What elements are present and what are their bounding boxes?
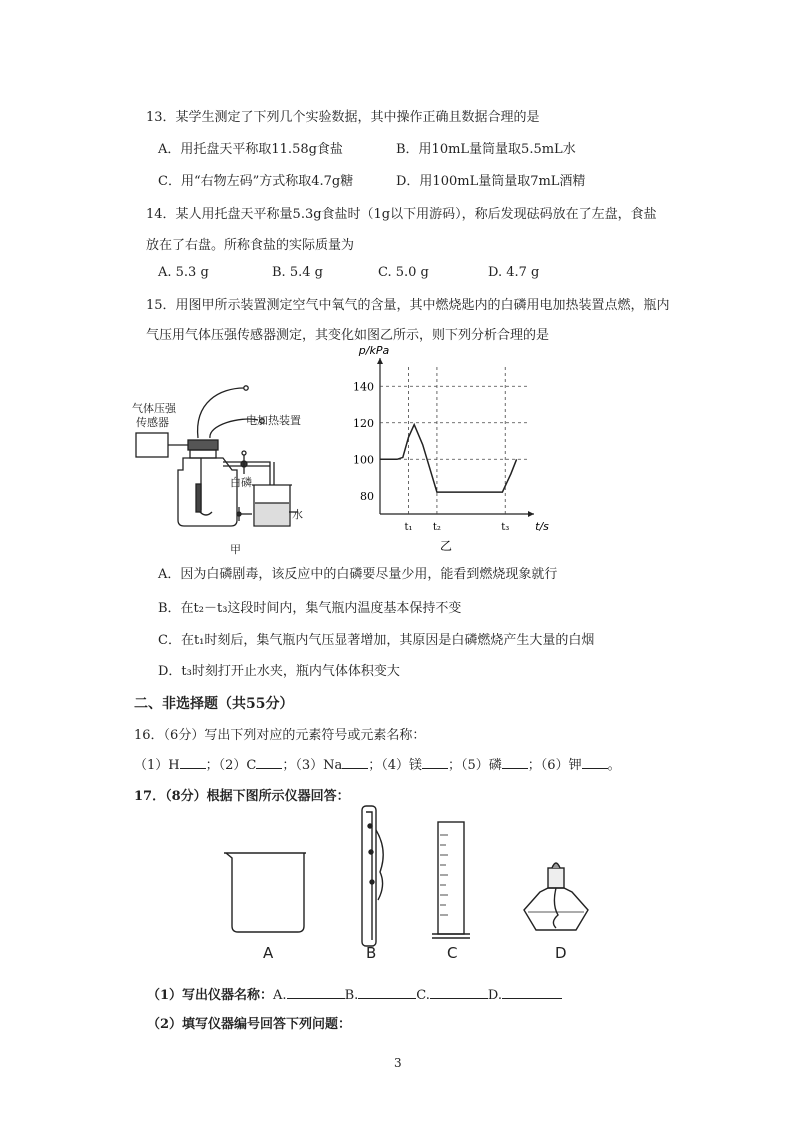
x-axis-label: t/s	[535, 520, 549, 533]
q17-name-c-label: C.	[416, 988, 430, 1003]
section-heading: 二、非选择题（共55分）	[134, 696, 294, 712]
q16-item-5: ；（5）磷	[448, 758, 502, 773]
instrument-label-c: C	[447, 944, 458, 962]
q16-item-3: ；（3）Na	[282, 758, 343, 773]
q13-option-b: B．用10mL量筒量取5.5mL水	[396, 142, 576, 157]
y-axis-label: p/kPa	[358, 344, 390, 357]
q16-item-4: ；（4）镁	[368, 758, 423, 773]
x-axis-arrow	[528, 511, 534, 517]
q16-item-end: 。	[607, 758, 621, 773]
instrument-label-b: B	[366, 944, 377, 962]
sensor-label-line1: 气体压强	[132, 402, 176, 415]
y-tick-label: 80	[360, 489, 374, 503]
x-tick-label: t₁	[404, 522, 413, 533]
instrument-label-a: A	[263, 944, 274, 962]
phosphorus-label: 白磷	[230, 476, 252, 489]
q16-items	[134, 754, 621, 773]
q17-name-b-blank[interactable]	[358, 998, 416, 999]
pressure-curve	[380, 425, 517, 493]
pressure-chart	[330, 340, 560, 553]
instrument-label-d: D	[555, 944, 567, 962]
q13-option-c: C．用“右物左码”方式称取4.7g糖	[158, 174, 354, 189]
sensor-label-line2: 传感器	[136, 416, 169, 429]
q15-stem-line2: 气压用气体压强传感器测定，其变化如图乙所示，则下列分析合理的是	[146, 328, 550, 343]
q17-stem: 17．（8分）根据下图所示仪器回答：	[134, 789, 350, 804]
q14-option-b: B. 5.4 g	[272, 265, 323, 280]
q16-blank-6[interactable]	[582, 768, 608, 769]
q17-name-b-label: B.	[344, 988, 359, 1003]
q14-option-d: D. 4.7 g	[488, 265, 540, 280]
q13-option-a: A．用托盘天平称取11.58g食盐	[158, 142, 343, 157]
water-label: 水	[292, 508, 303, 521]
graduated-cylinder-icon	[432, 822, 470, 938]
q16-item-6: ；（6）钾	[527, 758, 582, 773]
x-tick-label: t₃	[501, 522, 510, 533]
q17-part2: （2）填写仪器编号回答下列问题：	[147, 1017, 352, 1032]
q14-stem-line1: 14．某人用托盘天平称量5.3g食盐时（1g以下用游码），称后发现砝码放在了左盘，食盐	[146, 207, 657, 222]
y-axis-arrow	[377, 358, 383, 364]
y-tick-label: 120	[353, 416, 374, 430]
beaker-icon	[224, 853, 306, 932]
q15-option-b: B．在t₂－t₃这段时间内，集气瓶内温度基本保持不变	[158, 601, 462, 616]
tube-icon	[362, 806, 383, 946]
q15-option-d: D．t₃时刻打开止水夹，瓶内气体体积变大	[158, 664, 400, 679]
q17-part1-label: （1）写出仪器名称：	[147, 988, 274, 1003]
q16-stem: 16．（6分）写出下列对应的元素符号或元素名称：	[134, 728, 426, 743]
q17-name-d-blank[interactable]	[502, 998, 562, 999]
q16-blank-2[interactable]	[256, 768, 282, 769]
chart-caption: 乙	[439, 539, 453, 553]
alcohol-lamp-icon	[524, 863, 588, 930]
q15-option-a: A．因为白磷剧毒，该反应中的白磷要尽量少用，能看到燃烧现象就行	[158, 567, 558, 582]
q16-blank-3[interactable]	[342, 768, 368, 769]
x-tick-label: t₂	[432, 522, 441, 533]
q16-blank-1[interactable]	[180, 768, 206, 769]
q17-name-d-label: D.	[487, 988, 502, 1003]
q16-item-1: （1）H	[134, 758, 180, 773]
q14-stem-line2: 放在了右盘。所称食盐的实际质量为	[146, 238, 355, 253]
q16-blank-4[interactable]	[422, 768, 448, 769]
q17-name-a-blank[interactable]	[287, 998, 345, 999]
q17-name-a-label: A.	[273, 988, 287, 1003]
q15-stem-line1: 15．用图甲所示装置测定空气中氧气的含量，其中燃烧匙内的白磷用电加热装置点燃，瓶内	[146, 298, 670, 313]
heater-label: 电加热装置	[246, 414, 301, 427]
page-number: 3	[394, 1056, 402, 1070]
q15-option-c: C．在t₁时刻后，集气瓶内气压显著增加，其原因是白磷燃烧产生大量的白烟	[158, 633, 595, 648]
y-tick-label: 140	[353, 380, 374, 394]
q13-option-d: D．用100mL量筒量取7mL酒精	[396, 174, 586, 189]
q14-option-a: A. 5.3 g	[158, 265, 209, 280]
q17-part1	[147, 984, 562, 1003]
q16-blank-5[interactable]	[502, 768, 528, 769]
q14-option-c: C. 5.0 g	[378, 265, 429, 280]
q17-name-c-blank[interactable]	[430, 998, 488, 999]
q16-item-2: ；（2）C	[205, 758, 257, 773]
y-tick-label: 100	[353, 453, 374, 467]
q13-stem: 13．某学生测定了下列几个实验数据，其中操作正确且数据合理的是	[146, 110, 540, 125]
figure-jia-caption: 甲	[230, 543, 241, 556]
